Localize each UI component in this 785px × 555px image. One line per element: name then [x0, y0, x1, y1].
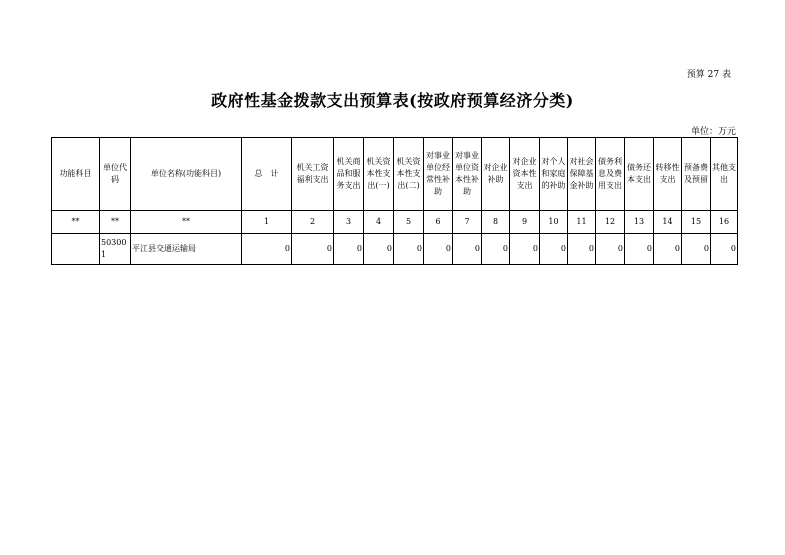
- index-cell: 15: [682, 211, 711, 234]
- value-cell: 0: [625, 234, 654, 265]
- index-cell: 7: [453, 211, 482, 234]
- header-cell: 对事业单位经常性补助: [424, 138, 453, 211]
- unit-label: 单位：万元: [690, 127, 736, 137]
- index-cell: 6: [424, 211, 453, 234]
- value-cell: 0: [242, 234, 292, 265]
- header-cell: 对企业补助: [482, 138, 510, 211]
- header-cell: 对事业单位资本性补助: [453, 138, 482, 211]
- header-cell: 单位名称(功能科目): [131, 138, 242, 211]
- value-cell: 0: [510, 234, 540, 265]
- index-cell: 13: [625, 211, 654, 234]
- value-cell: 0: [682, 234, 711, 265]
- budget-table: [51, 137, 738, 265]
- column-index-row: [52, 211, 738, 234]
- value-cell: 0: [394, 234, 424, 265]
- header-cell: 债务还本支出: [625, 138, 654, 211]
- index-cell: 5: [394, 211, 424, 234]
- table-row: [52, 234, 738, 265]
- header-cell: 功能科目: [52, 138, 100, 211]
- index-cell: 10: [540, 211, 568, 234]
- value-cell: 0: [424, 234, 453, 265]
- index-cell: 2: [292, 211, 334, 234]
- header-cell: 债务利息及费用支出: [596, 138, 625, 211]
- index-cell: 11: [568, 211, 596, 234]
- function-subject-cell: [52, 234, 100, 265]
- value-cell: 0: [596, 234, 625, 265]
- header-cell: 预备费及预留: [682, 138, 711, 211]
- value-cell: 0: [482, 234, 510, 265]
- value-cell: 0: [711, 234, 738, 265]
- header-cell: 对社会保障基金补助: [568, 138, 596, 211]
- index-cell: **: [52, 211, 100, 234]
- header-cell: 机关商品和服务支出: [334, 138, 364, 211]
- index-cell: 14: [654, 211, 682, 234]
- unit-code-cell: 503001: [100, 234, 131, 265]
- header-row: [52, 138, 738, 211]
- page-title: 政府性基金拨款支出预算表(按政府预算经济分类): [211, 91, 574, 110]
- table-number: 预算 27 表: [686, 70, 731, 80]
- value-cell: 0: [540, 234, 568, 265]
- index-cell: 12: [596, 211, 625, 234]
- index-cell: 16: [711, 211, 738, 234]
- value-cell: 0: [292, 234, 334, 265]
- index-cell: 1: [242, 211, 292, 234]
- index-cell: **: [100, 211, 131, 234]
- value-cell: 0: [364, 234, 394, 265]
- value-cell: 0: [334, 234, 364, 265]
- value-cell: 0: [568, 234, 596, 265]
- header-cell: 单位代码: [100, 138, 131, 211]
- header-cell: 总 计: [242, 138, 292, 211]
- index-cell: 3: [334, 211, 364, 234]
- index-cell: 8: [482, 211, 510, 234]
- unit-name-cell: 平江县交通运输局: [131, 234, 242, 265]
- index-cell: 9: [510, 211, 540, 234]
- header-cell: 对个人和家庭的补助: [540, 138, 568, 211]
- header-cell: 其他支出: [711, 138, 738, 211]
- index-cell: **: [131, 211, 242, 234]
- header-cell: 机关资本性支出(二): [394, 138, 424, 211]
- index-cell: 4: [364, 211, 394, 234]
- header-cell: 对企业资本性支出: [510, 138, 540, 211]
- header-cell: 转移性支出: [654, 138, 682, 211]
- header-cell: 机关工资福利支出: [292, 138, 334, 211]
- header-cell: 机关资本性支出(一): [364, 138, 394, 211]
- value-cell: 0: [654, 234, 682, 265]
- value-cell: 0: [453, 234, 482, 265]
